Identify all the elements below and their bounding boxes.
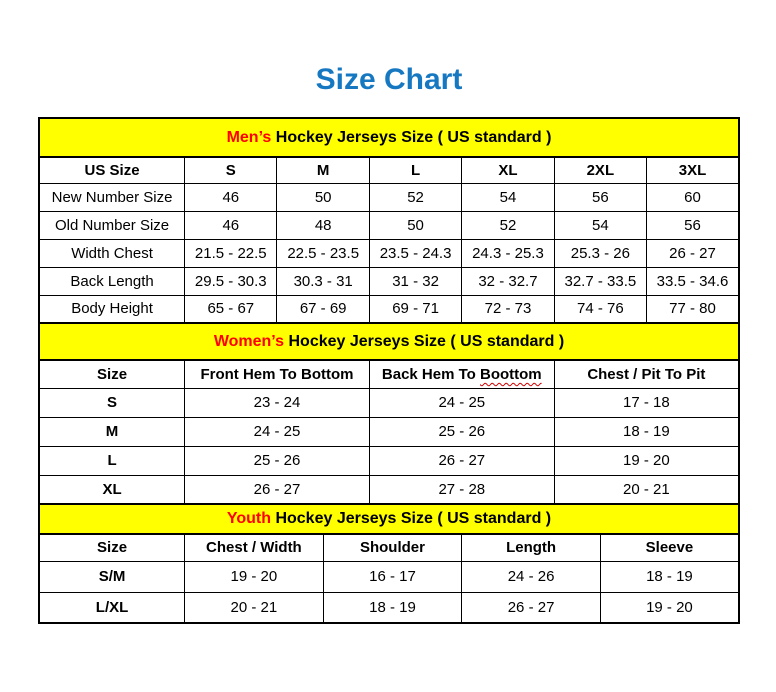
size-value-cell: 52: [369, 183, 461, 211]
size-label-cell: L/XL: [39, 592, 185, 623]
size-value-cell: 20 - 21: [185, 592, 324, 623]
page-title: Size Chart: [315, 63, 463, 96]
size-value-cell: 19 - 20: [554, 446, 739, 475]
size-value-cell: 72 - 73: [462, 295, 554, 323]
size-value-cell: 29.5 - 30.3: [185, 267, 277, 295]
column-header-cell: Size: [39, 360, 185, 388]
size-label-cell: S: [39, 388, 185, 417]
size-value-cell: 24 - 26: [462, 561, 601, 592]
column-header-cell: M: [277, 157, 369, 183]
size-value-cell: 77 - 80: [647, 295, 739, 323]
mens-size-section: [38, 117, 740, 324]
size-value-cell: 19 - 20: [185, 561, 324, 592]
youth-size-table: [38, 503, 740, 624]
section-header-row: [39, 504, 739, 534]
size-value-cell: 18 - 19: [600, 561, 739, 592]
size-value-cell: 74 - 76: [554, 295, 646, 323]
size-value-cell: 50: [369, 211, 461, 239]
column-header-cell: L: [369, 157, 461, 183]
column-header-cell: Chest / Pit To Pit: [554, 360, 739, 388]
size-value-cell: 18 - 19: [554, 417, 739, 446]
section-title-accent: Youth: [226, 510, 271, 527]
table-row: [39, 211, 739, 239]
size-value-cell: 46: [185, 211, 277, 239]
table-row: [39, 417, 739, 446]
size-value-cell: 16 - 17: [323, 561, 462, 592]
section-title-text: Hockey Jerseys Size ( US standard ): [271, 510, 552, 527]
youth-size-section: [38, 503, 740, 624]
size-label-cell: Body Height: [39, 295, 185, 323]
size-value-cell: 48: [277, 211, 369, 239]
womens-size-table: [38, 322, 740, 505]
size-label-cell: S/M: [39, 561, 185, 592]
size-value-cell: 25 - 26: [185, 446, 370, 475]
table-row: [39, 592, 739, 623]
column-header-row: [39, 360, 739, 388]
size-value-cell: 25.3 - 26: [554, 239, 646, 267]
size-value-cell: 26 - 27: [185, 475, 370, 504]
size-label-cell: XL: [39, 475, 185, 504]
table-row: [39, 388, 739, 417]
size-label-cell: Back Length: [39, 267, 185, 295]
table-row: [39, 446, 739, 475]
size-value-cell: 19 - 20: [600, 592, 739, 623]
column-header-cell: Length: [462, 534, 601, 561]
size-value-cell: 33.5 - 34.6: [647, 267, 739, 295]
size-value-cell: 30.3 - 31: [277, 267, 369, 295]
column-header-text: Back Hem To: [381, 365, 480, 383]
section-title-text: Hockey Jerseys Size ( US standard ): [271, 128, 552, 146]
size-value-cell: 22.5 - 23.5: [277, 239, 369, 267]
size-label-cell: Old Number Size: [39, 211, 185, 239]
table-row: [39, 239, 739, 267]
table-row: [39, 295, 739, 323]
size-tables-container: [38, 117, 740, 624]
size-value-cell: 60: [647, 183, 739, 211]
size-value-cell: 56: [647, 211, 739, 239]
column-header-cell: Sleeve: [600, 534, 739, 561]
size-value-cell: 21.5 - 22.5: [185, 239, 277, 267]
size-value-cell: 26 - 27: [462, 592, 601, 623]
size-value-cell: 20 - 21: [554, 475, 739, 504]
size-value-cell: 18 - 19: [323, 592, 462, 623]
table-row: [39, 475, 739, 504]
size-value-cell: 54: [462, 183, 554, 211]
size-value-cell: 32 - 32.7: [462, 267, 554, 295]
column-header-cell: Chest / Width: [185, 534, 324, 561]
section-title-accent: Women’s: [213, 332, 285, 350]
size-value-cell: 50: [277, 183, 369, 211]
column-header-cell: [369, 360, 554, 388]
section-title: [39, 504, 739, 534]
size-value-cell: 67 - 69: [277, 295, 369, 323]
column-header-cell: US Size: [39, 157, 185, 183]
size-value-cell: 26 - 27: [369, 446, 554, 475]
size-value-cell: 25 - 26: [369, 417, 554, 446]
table-row: [39, 561, 739, 592]
table-row: [39, 183, 739, 211]
section-header-row: [39, 323, 739, 360]
size-value-cell: 23 - 24: [185, 388, 370, 417]
size-value-cell: 23.5 - 24.3: [369, 239, 461, 267]
size-label-cell: M: [39, 417, 185, 446]
size-value-cell: 52: [462, 211, 554, 239]
table-row: [39, 267, 739, 295]
size-value-cell: 32.7 - 33.5: [554, 267, 646, 295]
size-value-cell: 65 - 67: [185, 295, 277, 323]
size-label-cell: Width Chest: [39, 239, 185, 267]
size-label-cell: L: [39, 446, 185, 475]
column-header-row: [39, 534, 739, 561]
size-value-cell: 46: [185, 183, 277, 211]
size-value-cell: 24 - 25: [185, 417, 370, 446]
column-header-cell: Front Hem To Bottom: [185, 360, 370, 388]
size-value-cell: 56: [554, 183, 646, 211]
size-value-cell: 27 - 28: [369, 475, 554, 504]
section-title: [39, 323, 739, 360]
size-value-cell: 31 - 32: [369, 267, 461, 295]
section-header-row: [39, 118, 739, 157]
size-value-cell: 24 - 25: [369, 388, 554, 417]
section-title: [39, 118, 739, 157]
section-title-text: Hockey Jerseys Size ( US standard ): [284, 332, 565, 350]
column-header-cell: XL: [462, 157, 554, 183]
column-header-cell: Shoulder: [323, 534, 462, 561]
misspelled-word: Boottom: [480, 365, 542, 383]
column-header-cell: S: [185, 157, 277, 183]
size-value-cell: 26 - 27: [647, 239, 739, 267]
column-header-cell: 2XL: [554, 157, 646, 183]
womens-size-section: [38, 322, 740, 505]
column-header-cell: Size: [39, 534, 185, 561]
size-label-cell: New Number Size: [39, 183, 185, 211]
size-value-cell: 17 - 18: [554, 388, 739, 417]
size-value-cell: 69 - 71: [369, 295, 461, 323]
column-header-cell: 3XL: [647, 157, 739, 183]
section-title-accent: Men’s: [226, 128, 272, 146]
column-header-row: [39, 157, 739, 183]
size-value-cell: 54: [554, 211, 646, 239]
size-value-cell: 24.3 - 25.3: [462, 239, 554, 267]
mens-size-table: [38, 117, 740, 324]
